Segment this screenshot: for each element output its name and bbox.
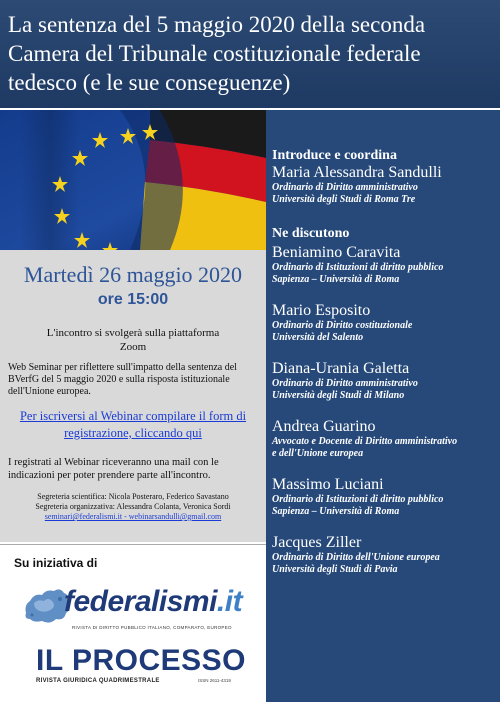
speaker-item xyxy=(272,534,494,576)
speaker-role-2: e dell'Unione europea xyxy=(272,448,364,459)
speaker-name: Diana-Urania Galetta xyxy=(272,360,410,377)
speaker-role-2: Università degli Studi di Milano xyxy=(272,390,405,401)
speaker-item xyxy=(272,302,494,344)
panel-heading: Ne discutono xyxy=(272,226,350,241)
speaker-item xyxy=(272,360,494,402)
event-description: Web Seminar per riflettere sull'impatto della sentenza del BVerfG del 5 maggio 2020 e sulla risposta istituzionale dell'Unione europea. xyxy=(8,362,237,397)
speaker-name: Mario Esposito xyxy=(272,302,371,319)
speaker-role-1: Ordinario di Diritto dell'Unione europea xyxy=(272,552,440,563)
speaker-role-1: Ordinario di Diritto amministrativo xyxy=(272,378,418,389)
secretariat-info xyxy=(6,492,260,522)
page-title xyxy=(8,10,492,97)
sponsors-section xyxy=(0,544,266,702)
title-line-3: tedesco (e le sue conseguenze) xyxy=(8,70,291,95)
moderator-role-1: Ordinario di Diritto amministrativo xyxy=(272,182,418,193)
il-processo-logo: IL PROCESSO xyxy=(36,644,246,677)
speaker-item xyxy=(272,244,494,286)
registration-link[interactable]: Per iscriversi al Webinar compilare il form di registrazione, cliccando qui xyxy=(19,409,247,440)
federalismi-wordmark-tld: .it xyxy=(216,585,243,618)
event-date: Martedì 26 maggio 2020 xyxy=(23,262,243,287)
speaker-role-2: Università degli Studi di Pavia xyxy=(272,564,398,575)
federalismi-subtitle: RIVISTA DI DIRITTO PUBBLICO ITALIANO, COMPARATO, EUROPEO xyxy=(72,625,232,630)
speaker-name: Andrea Guarino xyxy=(272,418,376,435)
speakers-panel xyxy=(266,110,500,702)
il-processo-subtitle: RIVISTA GIURIDICA QUADRIMESTRALE xyxy=(36,678,160,684)
sponsors-heading: Su iniziativa di xyxy=(14,556,98,570)
registration-info: I registrati al Webinar riceveranno una mail con le indicazioni per poter prendere parte all'incontro. xyxy=(8,457,219,481)
federalismi-logo xyxy=(20,583,250,647)
speaker-name: Jacques Ziller xyxy=(272,534,362,551)
speaker-name: Beniamino Caravita xyxy=(272,244,401,261)
contact-emails[interactable]: seminari@federalismi.it - webinarsandulli@gmail.com xyxy=(44,512,222,521)
speaker-role-1: Ordinario di Istituzioni di diritto pubblico xyxy=(272,262,444,273)
flag-illustration xyxy=(0,110,266,250)
speaker-role-1: Avvocato e Docente di Diritto amministrativo xyxy=(272,436,458,447)
speaker-role-1: Ordinario di Istituzioni di diritto pubblico xyxy=(272,494,444,505)
title-line-1: La sentenza del 5 maggio 2020 della seconda xyxy=(8,12,426,37)
federalismi-wordmark xyxy=(64,585,242,619)
speaker-name: Massimo Luciani xyxy=(272,476,384,493)
eu-germany-flag-image xyxy=(0,110,266,250)
speaker-item xyxy=(272,418,494,460)
platform-line-2: Zoom xyxy=(119,341,147,353)
scientific-secretariat: Segreteria scientifica: Nicola Posteraro, Federico Savastano xyxy=(37,492,229,501)
federalismi-wordmark-main: federalismi xyxy=(64,585,217,618)
speaker-role-2: Sapienza – Università di Roma xyxy=(272,274,400,285)
moderator-block xyxy=(272,148,494,206)
platform-line-1: L'incontro si svolgerà sulla piattaforma xyxy=(46,327,220,339)
event-time: ore 15:00 xyxy=(97,291,169,308)
moderator-heading: Introduce e coordina xyxy=(272,148,397,163)
event-platform xyxy=(6,326,260,354)
moderator-role-2: Università degli Studi di Roma Tre xyxy=(272,194,416,205)
title-line-2: Camera del Tribunale costituzionale federale xyxy=(8,41,421,66)
header-banner xyxy=(0,0,500,108)
speaker-role-2: Sapienza – Università di Roma xyxy=(272,506,400,517)
speaker-item xyxy=(272,476,494,518)
moderator-name: Maria Alessandra Sandulli xyxy=(272,164,442,181)
speaker-role-1: Ordinario di Diritto costituzionale xyxy=(272,320,413,331)
il-processo-issn: ISSN 2611-4319 xyxy=(198,678,231,683)
organizational-secretariat: Segreteria organizzativa: Alessandra Colanta, Veronica Sordi xyxy=(35,502,231,511)
event-info-panel xyxy=(0,250,266,542)
speaker-role-2: Università del Salento xyxy=(272,332,364,343)
